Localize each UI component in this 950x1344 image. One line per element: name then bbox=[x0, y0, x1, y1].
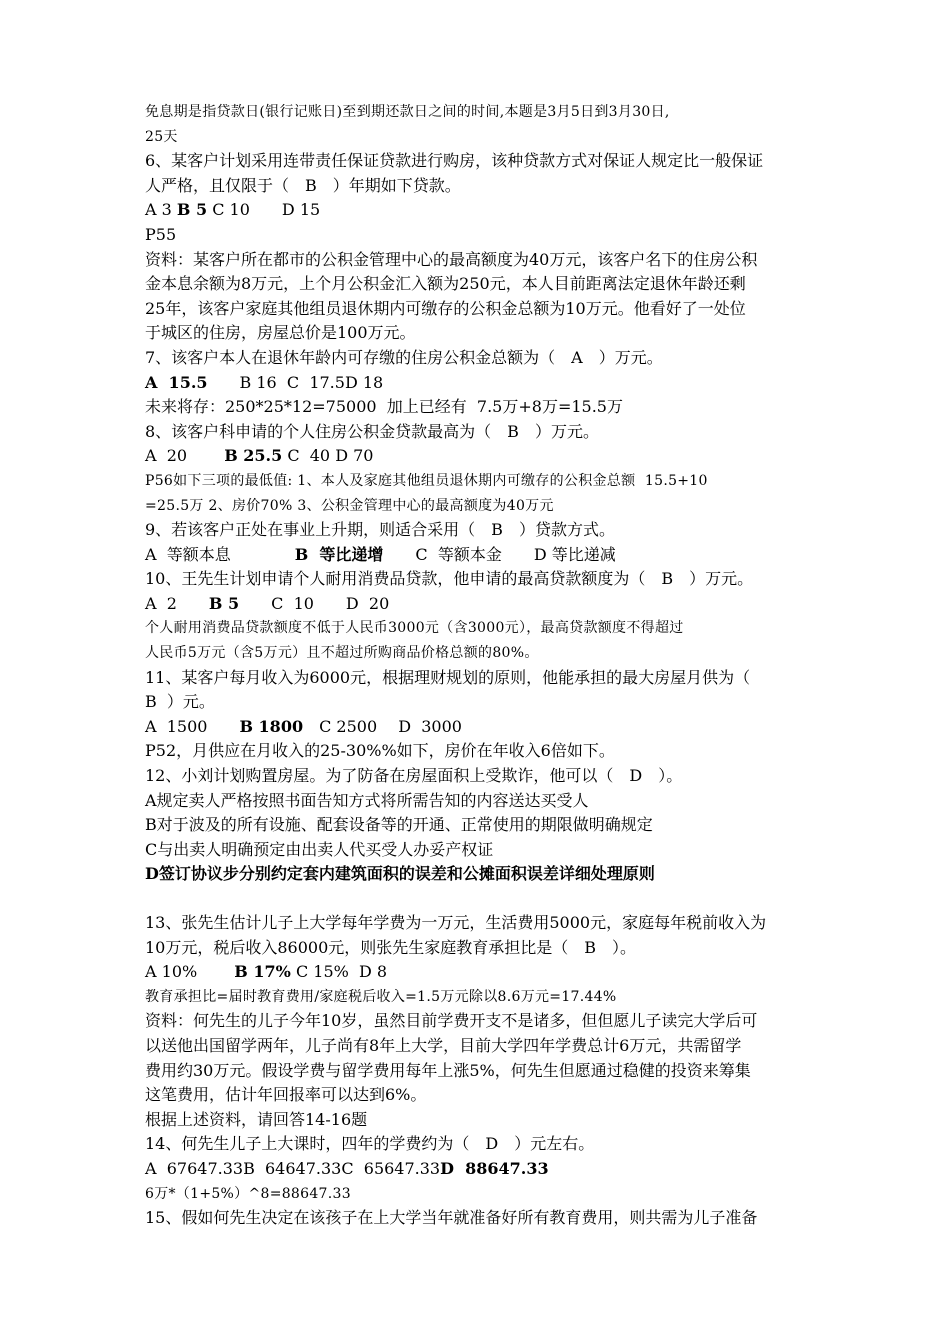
text-line bbox=[145, 764, 885, 789]
text-run: C 15% D 8 bbox=[290, 962, 388, 982]
text-run: P52，月供应在月收入的25-30%%如下，房价在年收入6倍如下。 bbox=[145, 741, 615, 761]
text-line bbox=[145, 346, 885, 371]
text-run: 7、该客户本人在退休年龄内可存缴的住房公积金总额为（ A ）万元。 bbox=[145, 347, 663, 367]
text-run: 10、王先生计划申请个人耐用消费品贷款，他申请的最高贷款额度为（ B ）万元。 bbox=[145, 569, 754, 589]
bold-answer: A 15.5 bbox=[145, 372, 208, 392]
text-line bbox=[145, 1083, 885, 1108]
text-run: 人民币5万元（含5万元）且不超过所购商品价格总额的80%。 bbox=[145, 645, 539, 662]
text-run: 根据上述资料，请回答14-16题 bbox=[145, 1109, 368, 1129]
text-line bbox=[145, 1206, 885, 1231]
bold-answer: B 5 bbox=[208, 593, 240, 613]
text-run: 12、小刘计划购置房屋。为了防备在房屋面积上受欺诈，他可以（ D ）。 bbox=[145, 766, 683, 786]
text-line bbox=[145, 469, 885, 494]
text-line bbox=[145, 715, 885, 740]
bold-answer: D签订协议步分别约定套内建筑面积的误差和公摊面积误差详细处理原则 bbox=[145, 864, 655, 884]
text-run: A 10% bbox=[145, 962, 235, 982]
bold-answer: B 1800 bbox=[239, 716, 304, 736]
text-run: 9、若该客户正处在事业上升期，则适合采用（ B ）贷款方式。 bbox=[145, 520, 615, 540]
text-line bbox=[145, 395, 885, 420]
text-run: C 等额本金 D 等比递减 bbox=[383, 544, 616, 564]
text-run: 25天 bbox=[145, 128, 178, 145]
text-line bbox=[145, 297, 885, 322]
text-run: 资料：某客户所在都市的公积金管理中心的最高额度为40万元，该客户名下的住房公积 bbox=[145, 249, 758, 269]
text-run: A 3 bbox=[145, 200, 177, 220]
text-line bbox=[145, 125, 885, 150]
text-run: B ）元。 bbox=[145, 692, 215, 712]
text-run: 个人耐用消费品贷款额度不低于人民币3000元（含3000元），最高贷款额度不得超过 bbox=[145, 620, 684, 637]
text-line bbox=[145, 198, 885, 223]
text-run: 13、张先生估计儿子上大学每年学费为一万元，生活费用5000元，家庭每年税前收入为 bbox=[145, 913, 767, 932]
text-run: 于城区的住房，房屋总价是100万元。 bbox=[145, 323, 416, 343]
text-line bbox=[145, 272, 885, 297]
text-run: P56如下三项的最低值: 1、本人及家庭其他组员退休期内可缴存的公积金总额 15.5+10 bbox=[145, 472, 708, 489]
text-line bbox=[145, 1059, 885, 1084]
text-run: 14、何先生儿子上大课时，四年的学费约为（ D ）元左右。 bbox=[145, 1134, 595, 1154]
text-run: 费用约30万元。假设学费与留学费用每年上涨5%，何先生但愿通过稳健的投资来筹集 bbox=[145, 1060, 751, 1080]
text-run: 6万*（1+5%）^8=88647.33 bbox=[145, 1185, 351, 1202]
text-run: 11、某客户每月收入为6000元，根据理财规划的原则，他能承担的最大房屋月供为（ bbox=[145, 667, 751, 687]
text-line bbox=[145, 444, 885, 469]
text-run: 10万元，税后收入86000元，则张先生家庭教育承担比是（ B ）。 bbox=[145, 937, 637, 957]
text-run: 免息期是指贷款日(银行记账日)至到期还款日之间的时间,本题是3月5日到3月30日, bbox=[145, 104, 670, 120]
text-run: 6、某客户计划采用连带责任保证贷款进行购房，该种贷款方式对保证人规定比一般保证 bbox=[145, 151, 764, 171]
text-line bbox=[145, 149, 885, 174]
bold-answer: B 25.5 bbox=[224, 446, 283, 466]
text-run: C 40 D 70 bbox=[282, 446, 374, 466]
text-run: C与出卖人明确预定由出卖人代买受人办妥产权证 bbox=[145, 839, 494, 859]
text-run: 教育承担比=届时教育费用/家庭税后收入=1.5万元除以8.6万元=17.44% bbox=[145, 988, 617, 1005]
text-run: =25.5万 2、房价70% 3、公积金管理中心的最高额度为40万元 bbox=[145, 497, 554, 514]
text-run: A 20 bbox=[145, 446, 225, 466]
text-run: 15、假如何先生决定在该孩子在上大学当年就准备好所有教育费用，则共需为儿子准备 bbox=[145, 1208, 758, 1228]
text-run: P55 bbox=[145, 224, 177, 244]
bold-answer: B 5 bbox=[176, 200, 208, 220]
text-line bbox=[145, 960, 885, 985]
text-line bbox=[145, 690, 885, 715]
text-line bbox=[145, 813, 885, 838]
text-line bbox=[145, 100, 885, 125]
text-run: 25年，该客户家庭其他组员退休期内可缴存的公积金总额为10万元。他看好了一处位 bbox=[145, 298, 746, 318]
text-line bbox=[145, 616, 885, 641]
text-line bbox=[145, 321, 885, 346]
text-run: A 1500 bbox=[145, 716, 240, 736]
text-line bbox=[145, 518, 885, 543]
text-run: C 2500 D 3000 bbox=[303, 716, 462, 736]
text-line bbox=[145, 666, 885, 691]
text-run: C 10 D 20 bbox=[239, 593, 390, 613]
blank-line bbox=[145, 887, 885, 911]
text-run: 这笔费用，估计年回报率可以达到6%。 bbox=[145, 1085, 427, 1105]
text-run: A 2 bbox=[145, 593, 209, 613]
text-run: A 等额本息 bbox=[145, 544, 295, 564]
document-page bbox=[145, 100, 885, 1231]
text-line bbox=[145, 494, 885, 519]
bold-answer: B 等比递增 bbox=[294, 544, 384, 564]
text-line bbox=[145, 1034, 885, 1059]
text-line bbox=[145, 1108, 885, 1133]
text-line bbox=[145, 592, 885, 617]
text-run: B 16 C 17.5D 18 bbox=[207, 372, 384, 392]
text-line bbox=[145, 739, 885, 764]
text-line bbox=[145, 1132, 885, 1157]
text-line bbox=[145, 567, 885, 592]
text-line bbox=[145, 862, 885, 887]
text-line bbox=[145, 1009, 885, 1034]
text-run: B对于波及的所有设施、配套设备等的开通、正常使用的期限做明确规定 bbox=[145, 815, 653, 835]
text-line bbox=[145, 936, 885, 961]
text-line bbox=[145, 985, 885, 1010]
text-line bbox=[145, 1182, 885, 1207]
text-run: C 10 D 15 bbox=[207, 200, 321, 220]
text-run: A 67647.33B 64647.33C 65647.33 bbox=[145, 1158, 441, 1178]
text-line bbox=[145, 641, 885, 666]
text-run: 金本息余额为8万元，上个月公积金汇入额为250元，本人目前距离法定退休年龄还剩 bbox=[145, 274, 746, 294]
text-line bbox=[145, 543, 885, 568]
text-line bbox=[145, 789, 885, 814]
text-run: 8、该客户科申请的个人住房公积金贷款最高为（ B ）万元。 bbox=[145, 421, 599, 441]
text-line bbox=[145, 174, 885, 199]
text-run: 资料：何先生的儿子今年10岁，虽然目前学费开支不是诸多，但但愿儿子读完大学后可 bbox=[145, 1011, 758, 1031]
text-line bbox=[145, 911, 885, 936]
text-line bbox=[145, 371, 885, 396]
bold-answer: B 17% bbox=[234, 962, 291, 982]
bold-answer: D 88647.33 bbox=[440, 1158, 549, 1178]
text-run: A规定卖人严格按照书面告知方式将所需告知的内容送达买受人 bbox=[145, 790, 589, 810]
text-line bbox=[145, 838, 885, 863]
text-run: 未来将存：250*25*12=75000 加上已经有 7.5万+8万=15.5万 bbox=[145, 397, 623, 417]
text-line bbox=[145, 420, 885, 445]
text-line bbox=[145, 248, 885, 273]
text-run: 以送他出国留学两年，儿子尚有8年上大学，目前大学四年学费总计6万元，共需留学 bbox=[145, 1035, 742, 1055]
text-line bbox=[145, 1157, 885, 1182]
text-run: 人严格，且仅限于（ B ）年期如下贷款。 bbox=[145, 175, 461, 195]
text-line bbox=[145, 223, 885, 248]
